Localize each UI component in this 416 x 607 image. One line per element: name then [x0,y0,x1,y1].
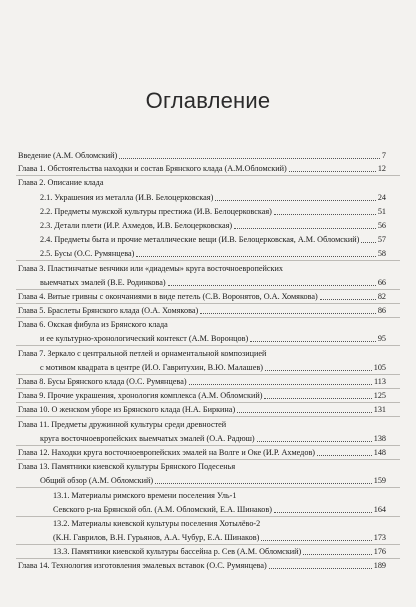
toc-entry-text: Глава 13. Памятники киевской культуры Брянского Подесенья [18,462,236,471]
toc-page-number: 56 [377,221,386,230]
divider [16,459,400,460]
dot-leader [250,333,376,342]
toc-entry-text: 13.2. Материалы киевской культуры поселения Хотылёво-2 [53,519,261,528]
dot-leader [274,504,372,513]
toc-page-number: 159 [373,476,386,485]
divider [16,317,400,318]
toc-entry-text: 2.1. Украшения из металла (И.В. Белоцерковская) [40,193,214,202]
divider [16,303,400,304]
dot-leader [269,560,372,569]
divider [16,516,400,517]
toc-entry-text: Глава 14. Технология изготовления эмалевых вставок (О.С. Румянцева) [18,561,267,570]
divider [16,289,400,290]
toc-entry-text: Глава 5. Браслеты Брянского клада (О.А. Хомякова) [18,306,199,315]
dot-leader [215,192,376,201]
dot-leader [168,277,376,286]
toc-page-number: 138 [373,434,386,443]
toc-entry-text: 2.5. Бусы (О.С. Румянцева) [40,249,135,258]
dot-leader [237,404,372,413]
toc-page-number: 173 [373,533,386,542]
toc-entry-text: Глава 2. Описание клада [18,178,104,187]
toc-entry-text: Глава 10. О женском уборе из Брянского клада (Н.А. Биркина) [18,405,236,414]
toc-page-number: 131 [373,405,386,414]
dot-leader [257,433,372,442]
divider [16,175,400,176]
dot-leader [265,362,372,371]
divider [16,558,400,559]
toc-entry-text: 13.1. Материалы римского времени поселения Уль-1 [53,491,237,500]
dot-leader [136,248,376,257]
toc-entry-text: Глава 4. Витые гривны с окончаниями в виде петель (С.В. Воронятов, О.А. Хомякова) [18,292,318,301]
toc-page-number: 82 [377,292,386,301]
toc-entry-text: 2.2. Предметы мужской культуры престижа (И.В. Белоцерковская) [40,207,272,216]
dot-leader [320,291,376,300]
toc-entry-text: Глава 3. Пластинчатые венчики или «диадемы» круга восточноевропейских [18,264,283,273]
toc-page-number: 113 [374,377,386,386]
toc-entry-text: круга восточноевропейских выемчатых эмалей (О.А. Радюш) [40,434,255,443]
toc-entry-text: выемчатых эмалей (В.Е. Родинкова) [40,278,166,287]
dot-leader [317,447,372,456]
divider [16,374,400,375]
toc-page-number: 12 [377,164,386,173]
toc-page-number: 57 [377,235,386,244]
divider [16,345,400,346]
dot-leader [303,546,372,555]
divider [16,402,400,403]
dot-leader [234,220,376,229]
toc-entry-text: с мотивом квадрата в центре (И.О. Гавритухин, В.Ю. Малашев) [40,363,263,372]
divider [16,487,400,488]
toc-entry-text: Глава 8. Бусы Брянского клада (О.С. Румянцева) [18,377,187,386]
toc-entry-text: Глава 7. Зеркало с центральной петлей и орнаментальной композицией [18,349,267,358]
toc-page-number: 95 [377,334,386,343]
toc-page-number: 86 [377,306,386,315]
toc-entry-text: 13.3. Памятники киевской культуры бассейна р. Сев (А.М. Обломский) [53,547,302,556]
toc-entry-text: (К.Н. Гаврилов, В.Н. Гурьянов, А.А. Чубур, Е.А. Шинаков) [53,533,260,542]
toc-entry-text: Глава 12. Находки круга восточноевропейских эмалей на Волге и Оке (И.Р. Ахмедов) [18,448,316,457]
toc-entry-text: Глава 1. Обстоятельства находки и состав Брянского клада (А.М.Обломский) [18,164,287,173]
dot-leader [155,475,372,484]
dot-leader [261,532,372,541]
toc-page-number: 148 [373,448,386,457]
toc-entry-text: 2.4. Предметы быта и прочие металлические вещи (И.В. Белоцерковская, А.М. Обломский) [40,235,360,244]
toc-page-number: 189 [373,561,386,570]
dot-leader [289,163,376,172]
toc-entry-text: и ее культурно-хронологический контекст (А.М. Воронцов) [40,334,249,343]
page-title: Оглавление [145,88,271,113]
toc-entry-text: Глава 11. Предметы дружинной культуры среди древностей [18,420,227,429]
dot-leader [361,234,376,243]
toc-page-number: 164 [373,505,386,514]
toc-page-number: 7 [381,151,386,160]
toc-entry-text: Глава 9. Прочие украшения, хронология комплекса (А.М. Обломский) [18,391,263,400]
divider [16,445,400,446]
toc-entry-text: Севского р-на Брянской обл. (А.М. Обломский, Е.А. Шинаков) [53,505,272,514]
toc-page-number: 24 [377,193,386,202]
toc-entry-text: Общий обзор (А.М. Обломский) [40,476,154,485]
dot-leader [189,376,372,385]
toc-entry-text: Глава 6. Окская фибула из Брянского клада [18,320,168,329]
dot-leader [264,390,372,399]
toc-page-number: 58 [377,249,386,258]
divider [16,544,400,545]
divider [16,260,400,261]
toc-entry-text: 2.3. Детали плети (И.Р. Ахмедов, И.В. Белоцерковская) [40,221,233,230]
toc-entry-text: Введение (А.М. Обломский) [18,151,118,160]
dot-leader [274,206,376,215]
toc-page-number: 176 [373,547,386,556]
toc-page-number: 105 [373,363,386,372]
dot-leader [119,150,380,159]
toc-page-number: 125 [373,391,386,400]
divider [16,416,400,417]
divider [16,388,400,389]
dot-leader [200,305,376,314]
toc-page-number: 51 [377,207,386,216]
toc-page-number: 66 [377,278,386,287]
